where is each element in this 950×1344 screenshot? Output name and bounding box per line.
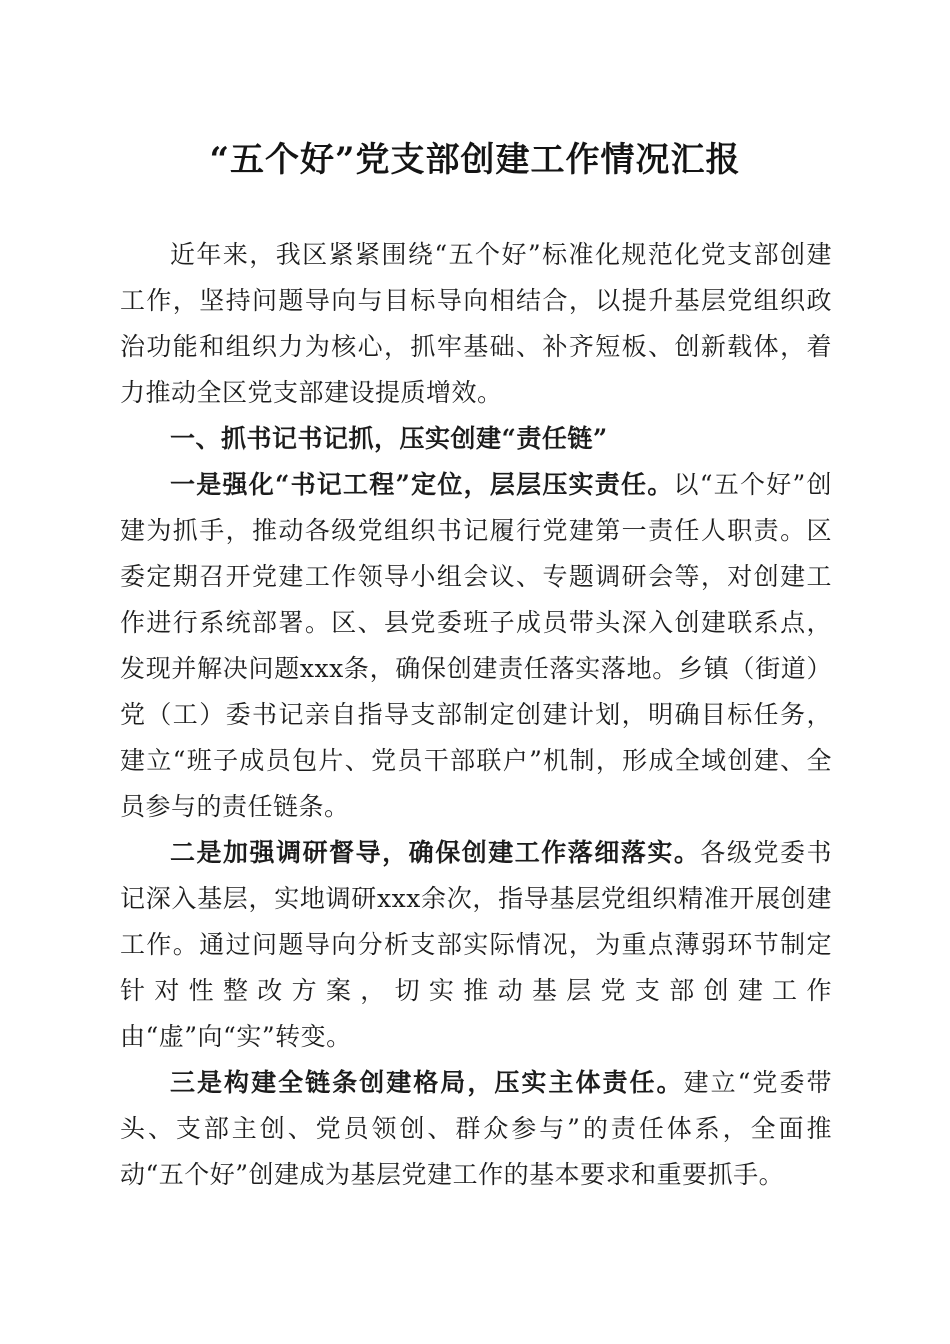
document-body: [120, 232, 832, 1198]
paragraph-1-text: 以“五个好”创建为抓手，推动各级党组织书记履行党建第一责任人职责。区委定期召开党建工作领导小组会议、专题调研会等，对创建工作进行系统部署。区、县党委班子成员带头深入创建联系点，发现并解决问题xxx条，确保创建责任落实落地。乡镇（街道）党（工）委书记亲自指导支部制定创建计划，明确目标任务，建立“班子成员包片、党员干部联户”机制，形成全域创建、全员参与的责任链条。: [120, 470, 833, 821]
paragraph-1-lead: 一是强化“书记工程”定位，层层压实责任。: [170, 470, 674, 499]
section-heading: 一、抓书记书记抓，压实创建“责任链”: [170, 424, 608, 453]
document-title: “五个好”党支部创建工作情况汇报: [209, 140, 741, 180]
intro-paragraph: 近年来，我区紧紧围绕“五个好”标准化规范化党支部创建工作，坚持问题导向与目标导向相结合，以提升基层党组织政治功能和组织力为核心，抓牢基础、补齐短板、创新载体，着力推动全区党支部建设提质增效。: [120, 240, 832, 407]
paragraph-2-text: 各级党委书记深入基层，实地调研xxx余次，指导基层党组织精准开展创建工作。通过问题导向分析支部实际情况，为重点薄弱环节制定针对性整改方案，切实推动基层党支部创建工作由“虚”向“实”转变。: [120, 838, 832, 1051]
paragraph-1: [120, 462, 832, 830]
paragraph-3: [120, 1060, 832, 1198]
paragraph-2-lead: 二是加强调研督导，确保创建工作落细落实。: [170, 838, 701, 867]
paragraph-3-lead: 三是构建全链条创建格局，压实主体责任。: [170, 1068, 684, 1097]
paragraph-3-text: 建立“党委带头、支部主创、党员领创、群众参与”的责任体系，全面推动“五个好”创建成为基层党建工作的基本要求和重要抓手。: [120, 1068, 832, 1189]
paragraph-2: [120, 830, 832, 1060]
